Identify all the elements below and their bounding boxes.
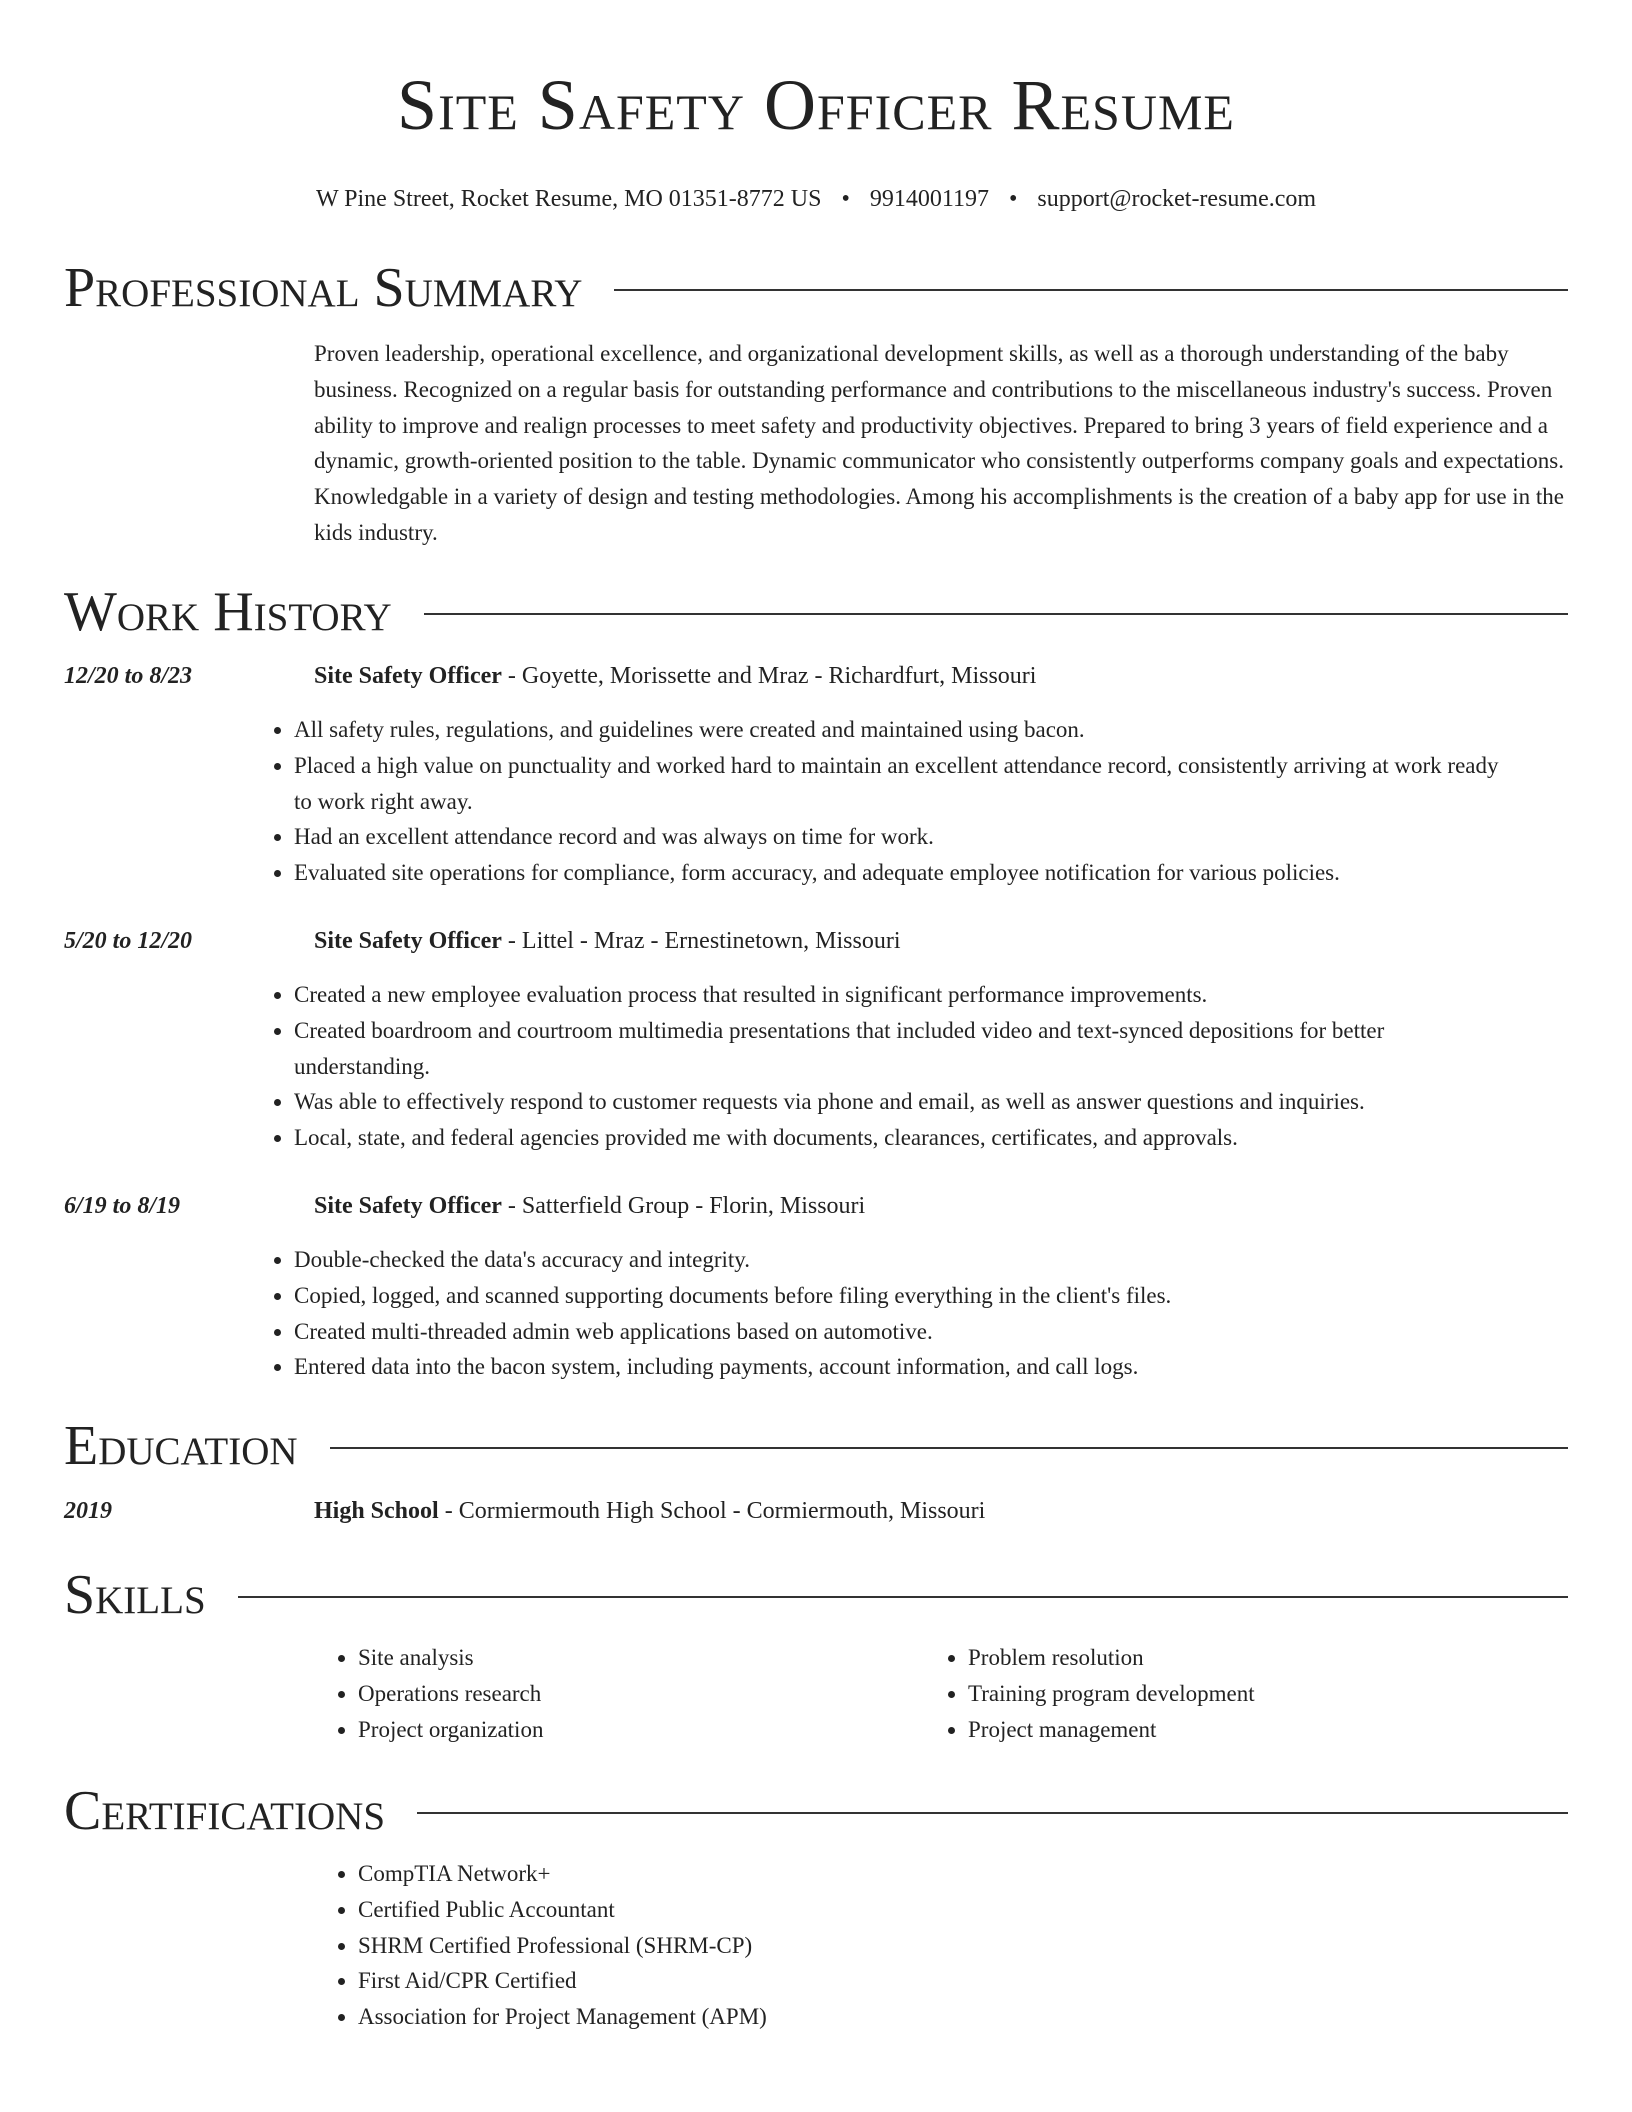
skill-item: • Project organization	[358, 1712, 543, 1748]
skills-heading: Skills	[64, 1564, 206, 1626]
summary-heading: Professional Summary	[64, 257, 583, 319]
skills-section-header	[64, 1563, 1568, 1627]
education-degree: High School	[314, 1498, 439, 1524]
list-item: • Evaluated site operations for compliance, form accuracy, and adequate employee notification for various policies.	[294, 855, 1506, 891]
education-heading-line	[314, 1496, 985, 1526]
job-details: - Littel - Mraz - Ernestinetown, Missouri	[501, 928, 901, 954]
skill-item: • Problem resolution	[968, 1640, 1255, 1676]
list-item: • Copied, logged, and scanned supporting documents before filing everything in the client's files.	[294, 1278, 1506, 1314]
skills-list-right	[924, 1640, 1255, 1747]
certification-item: • Certified Public Accountant	[358, 1892, 767, 1928]
job-role: Site Safety Officer	[314, 928, 502, 954]
certifications-heading: Certifications	[64, 1780, 386, 1842]
section-divider	[330, 1447, 1568, 1449]
section-divider	[614, 289, 1568, 291]
list-item: • Local, state, and federal agencies provided me with documents, clearances, certificates, and approvals.	[294, 1120, 1506, 1156]
work-heading: Work History	[64, 581, 392, 643]
section-divider	[424, 613, 1568, 615]
job-role: Site Safety Officer	[314, 663, 502, 689]
job-dates: 12/20 to 8/23	[64, 663, 193, 689]
section-divider	[238, 1596, 1568, 1598]
list-item: • Was able to effectively respond to customer requests via phone and email, as well as answer questions and inquiries.	[294, 1084, 1506, 1120]
certification-item: • CompTIA Network+	[358, 1856, 767, 1892]
education-section-header	[64, 1414, 1568, 1478]
work-section-header	[64, 580, 1568, 644]
education-details: - Cormiermouth High School - Cormiermouth, Missouri	[438, 1498, 986, 1524]
resume-title: Site Safety Officer Resume	[397, 65, 1235, 145]
summary-text: Proven leadership, operational excellence, and organizational development skills, as well as a thorough understanding of the baby business. Recognized on a regular basis for outstanding performance and contributions to the miscellaneous industry's success. Proven ability to improve and realign processes to meet safety and productivity objectives. Prepared to bring 3 years of field experience and a dynamic, growth-oriented position to the table. Dynamic communicator who consistently outperforms company goals and expectations. Knowledgable in a variety of design and testing methodologies. Among his accomplishments is the creation of a baby app for use in the kids industry.	[314, 341, 1565, 545]
job-dates: 5/20 to 12/20	[64, 928, 193, 954]
certification-item: • Association for Project Management (APM)	[358, 1999, 767, 2035]
contact-address: W Pine Street, Rocket Resume, MO 01351-8772 US	[315, 186, 822, 212]
job-details: - Goyette, Morissette and Mraz - Richardfurt, Missouri	[501, 663, 1037, 689]
list-item: • Created a new employee evaluation process that resulted in significant performance improvements.	[294, 977, 1506, 1013]
education-year: 2019	[64, 1498, 112, 1524]
certification-item: • First Aid/CPR Certified	[358, 1963, 767, 1999]
skill-item: • Site analysis	[358, 1640, 543, 1676]
contact-separator: •	[841, 186, 850, 212]
contact-line	[0, 184, 1632, 214]
job-bullets	[250, 1242, 1506, 1385]
list-item: • Double-checked the data's accuracy and integrity.	[294, 1242, 1506, 1278]
job-details: - Satterfield Group - Florin, Missouri	[501, 1193, 866, 1219]
section-divider	[417, 1812, 1568, 1814]
list-item: • Placed a high value on punctuality and worked hard to maintain an excellent attendance record, consistently arriving at work ready to work right away.	[294, 748, 1506, 820]
certifications-list	[314, 1856, 767, 2035]
skill-item: • Training program development	[968, 1676, 1255, 1712]
summary-section-header	[64, 256, 1568, 320]
certifications-section-header	[64, 1779, 1568, 1843]
job-role: Site Safety Officer	[314, 1193, 502, 1219]
list-item: • Entered data into the bacon system, including payments, account information, and call logs.	[294, 1349, 1506, 1385]
job-heading	[314, 661, 1036, 691]
list-item: • Created boardroom and courtroom multimedia presentations that included video and text-synced depositions for better understanding.	[294, 1013, 1506, 1085]
job-heading	[314, 926, 901, 956]
contact-phone: 9914001197	[869, 186, 989, 212]
skill-item: • Project management	[968, 1712, 1255, 1748]
job-heading	[314, 1191, 865, 1221]
list-item: • Had an excellent attendance record and was always on time for work.	[294, 819, 1506, 855]
contact-email: support@rocket-resume.com	[1037, 186, 1317, 212]
list-item: • All safety rules, regulations, and guidelines were created and maintained using bacon.	[294, 712, 1506, 748]
skills-list-left	[314, 1640, 543, 1747]
education-heading: Education	[64, 1415, 298, 1477]
job-dates: 6/19 to 8/19	[64, 1193, 181, 1219]
job-bullets	[250, 977, 1506, 1156]
certification-item: • SHRM Certified Professional (SHRM-CP)	[358, 1928, 767, 1964]
job-bullets	[250, 712, 1506, 891]
skill-item: • Operations research	[358, 1676, 543, 1712]
contact-separator: •	[1008, 186, 1018, 212]
list-item: • Created multi-threaded admin web applications based on automotive.	[294, 1314, 1506, 1350]
